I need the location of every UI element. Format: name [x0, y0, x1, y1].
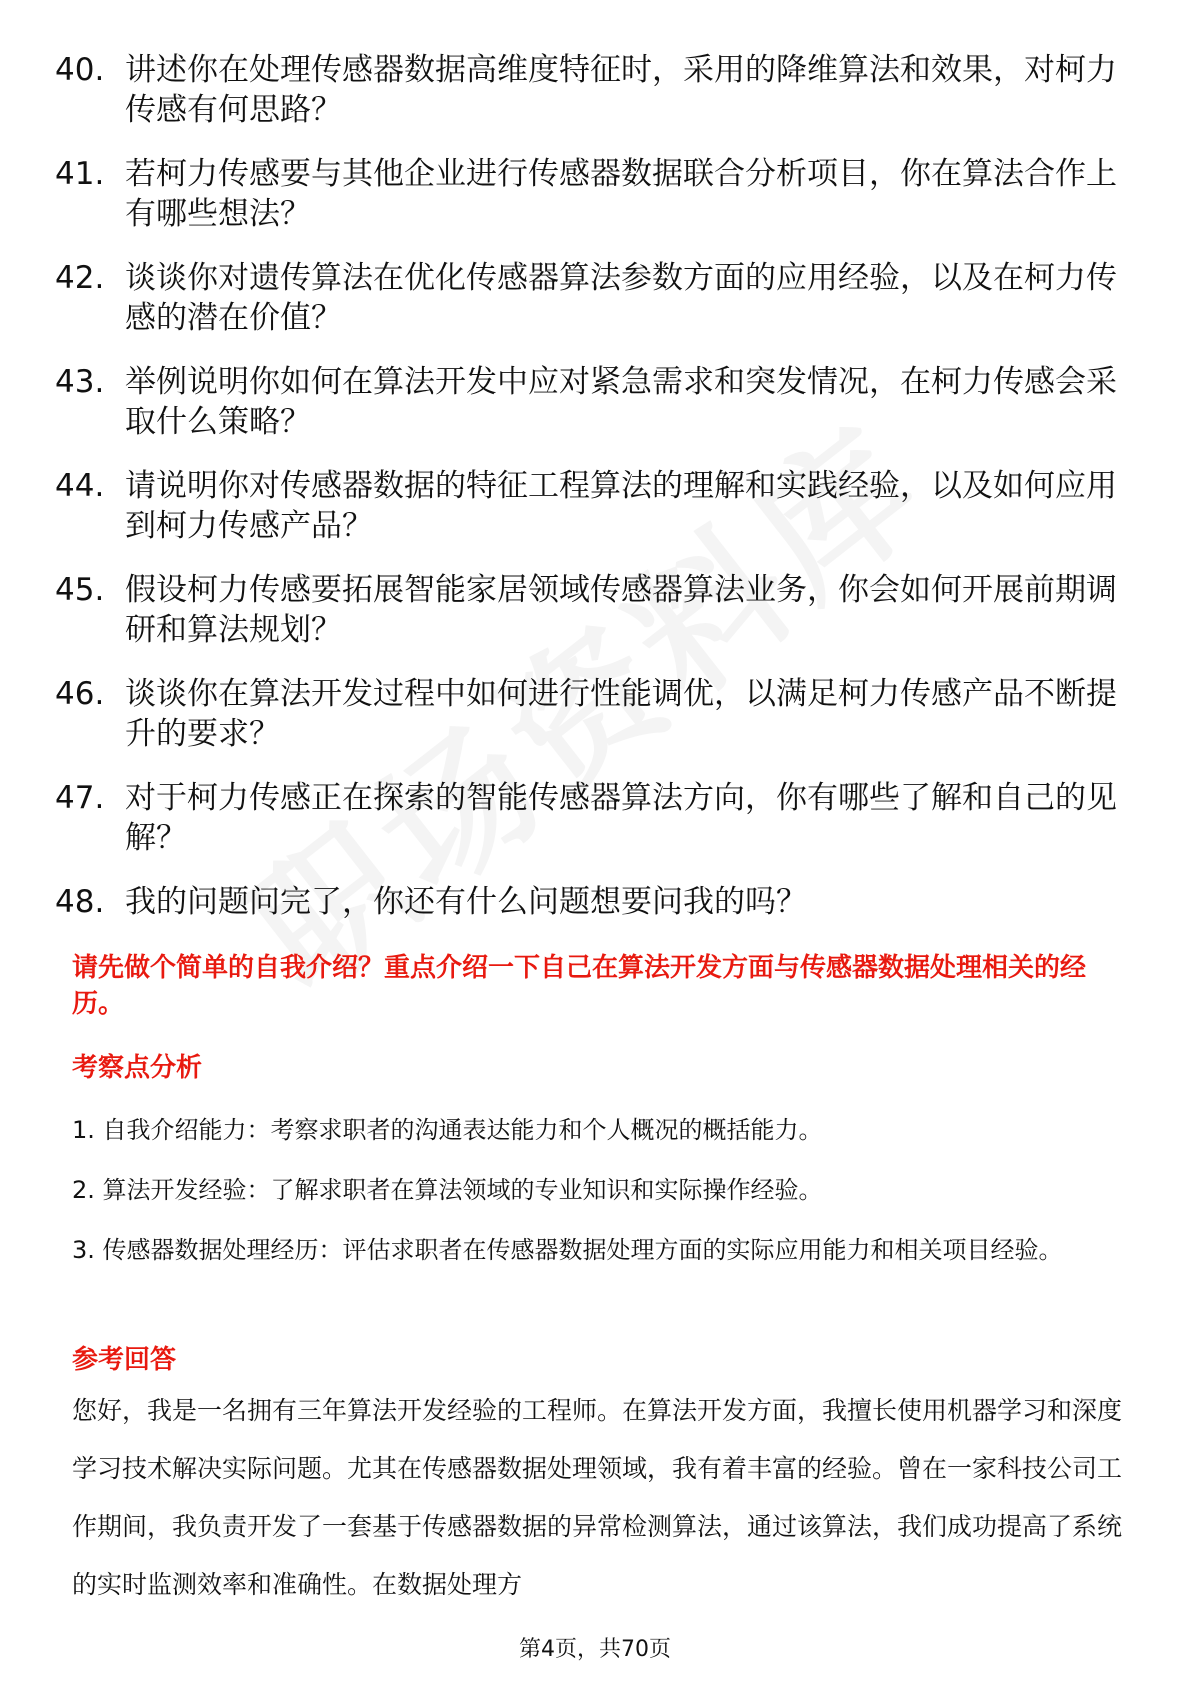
question-text: 我的问题问完了，你还有什么问题想要问我的吗？ — [125, 884, 807, 920]
question-text: 假设柯力传感要拓展智能家居领域传感器算法业务，你会如何开展前期调研和算法规划？ — [125, 572, 1117, 648]
question-number: 43. — [55, 364, 105, 400]
question-number: 45. — [55, 572, 105, 608]
question-text: 若柯力传感要与其他企业进行传感器数据联合分析项目，你在算法合作上有哪些想法？ — [125, 156, 1117, 232]
question-item — [55, 570, 1135, 650]
analysis-point: 2. 算法开发经验：了解求职者在算法领域的专业知识和实际操作经验。 — [72, 1176, 823, 1204]
question-item — [55, 50, 1135, 130]
question-item — [55, 466, 1135, 546]
analysis-section — [72, 1050, 1132, 1280]
answer-heading: 参考回答 — [72, 1345, 177, 1375]
featured-question-title: 请先做个简单的自我介绍？重点介绍一下自己在算法开发方面与传感器数据处理相关的经历。 — [72, 953, 1087, 1019]
question-item — [55, 882, 1135, 922]
question-number: 46. — [55, 676, 105, 712]
analysis-point: 3. 传感器数据处理经历：评估求职者在传感器数据处理方面的实际应用能力和相关项目经验。 — [72, 1236, 1063, 1264]
analysis-point: 1. 自我介绍能力：考察求职者的沟通表达能力和个人概况的概括能力。 — [72, 1116, 823, 1144]
question-text: 举例说明你如何在算法开发中应对紧急需求和突发情况，在柯力传感会采取什么策略？ — [125, 364, 1117, 440]
question-number: 42. — [55, 260, 105, 296]
question-text: 请说明你对传感器数据的特征工程算法的理解和实践经验，以及如何应用到柯力传感产品？ — [125, 468, 1117, 544]
analysis-heading: 考察点分析 — [72, 1053, 203, 1083]
question-item — [55, 154, 1135, 234]
page-footer: 第4页，共70页 — [519, 1637, 671, 1662]
question-list — [55, 50, 1135, 946]
question-text: 谈谈你对遗传算法在优化传感器算法参数方面的应用经验，以及在柯力传感的潜在价值？ — [125, 260, 1117, 336]
question-item — [55, 674, 1135, 754]
question-item — [55, 778, 1135, 858]
question-text: 对于柯力传感正在探索的智能传感器算法方向，你有哪些了解和自己的见解？ — [125, 780, 1117, 856]
question-number: 41. — [55, 156, 105, 192]
question-number: 40. — [55, 52, 105, 88]
question-text: 讲述你在处理传感器数据高维度特征时，采用的降维算法和效果，对柯力传感有何思路？ — [125, 52, 1117, 128]
question-text: 谈谈你在算法开发过程中如何进行性能调优，以满足柯力传感产品不断提升的要求？ — [125, 676, 1117, 752]
question-number: 47. — [55, 780, 105, 816]
question-item — [55, 362, 1135, 442]
question-number: 48. — [55, 884, 105, 920]
question-item — [55, 258, 1135, 338]
answer-section — [72, 1342, 1132, 1614]
question-number: 44. — [55, 468, 105, 504]
answer-text: 您好，我是一名拥有三年算法开发经验的工程师。在算法开发方面，我擅长使用机器学习和深度学习技术解决实际问题。尤其在传感器数据处理领域，我有着丰富的经验。曾在一家科技公司工作期间，我负责开发了一套基于传感器数据的异常检测算法，通过该算法，我们成功提高了系统的实时监测效率和准确性。在数据处理方 — [72, 1396, 1123, 1599]
